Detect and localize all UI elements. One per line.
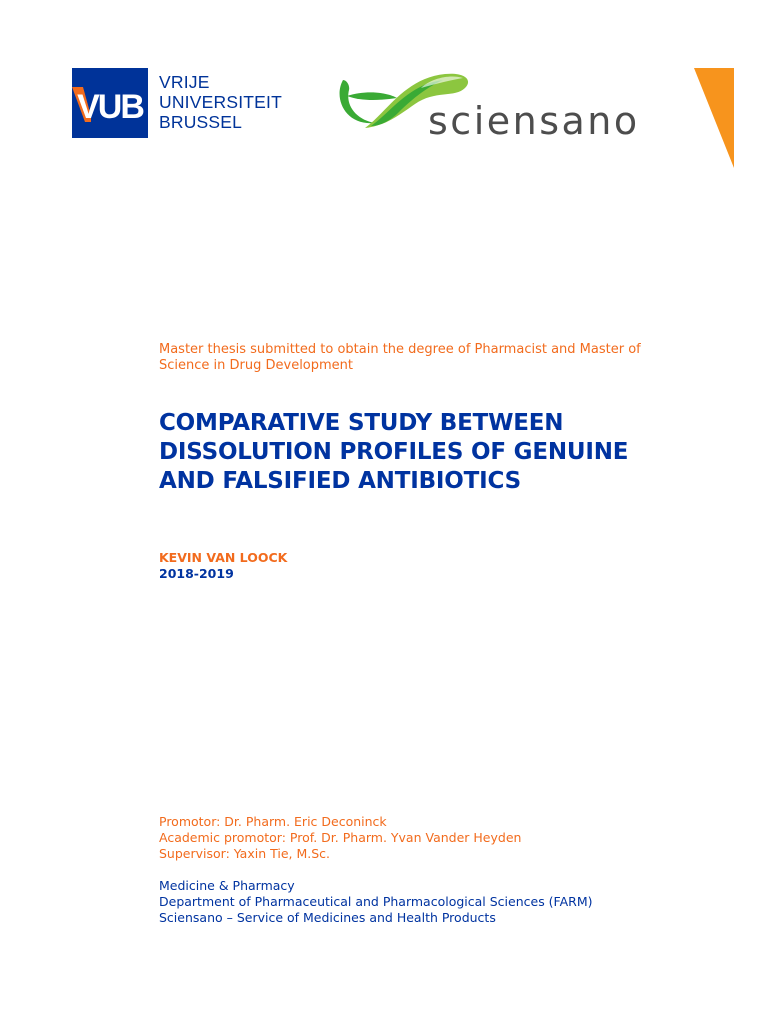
academic-promotor-line: Academic promotor: Prof. Dr. Pharm. Yvan Vander Heyden [159, 830, 522, 845]
vub-line-2: UNIVERSITEIT [159, 92, 282, 112]
sciensano-wordmark-prefix: scien [428, 99, 540, 143]
sciensano-wordmark [428, 99, 640, 143]
supervisor-line: Supervisor: Yaxin Tie, M.Sc. [159, 846, 330, 861]
promotor-line: Promotor: Dr. Pharm. Eric Deconinck [159, 814, 387, 829]
title-line-3: AND FALSIFIED ANTIBIOTICS [159, 468, 521, 494]
sciensano-wordmark-suffix: sano [539, 99, 640, 143]
faculty-line: Medicine & Pharmacy [159, 878, 295, 893]
vub-line-1: VRIJE [159, 72, 210, 92]
degree-statement: Master thesis submitted to obtain the degree of Pharmacist and Master of Science in Drug Development [159, 342, 641, 373]
service-line: Sciensano – Service of Medicines and Health Products [159, 910, 496, 925]
sciensano-logo [335, 68, 695, 144]
vub-logo [72, 68, 282, 138]
vub-line-3: BRUSSEL [159, 112, 243, 132]
vub-wordmark [159, 72, 282, 132]
orange-triangle-mark [694, 68, 734, 168]
vub-mark-text: VUB [77, 88, 143, 126]
affiliation-block [159, 878, 593, 926]
title-line-1: COMPARATIVE STUDY BETWEEN [159, 410, 564, 436]
department-line: Department of Pharmaceutical and Pharmacological Sciences (FARM) [159, 894, 593, 909]
title-line-2: DISSOLUTION PROFILES OF GENUINE [159, 439, 629, 465]
supervision-block [159, 814, 521, 862]
thesis-title [159, 409, 719, 496]
academic-year: 2018-2019 [159, 566, 234, 581]
vub-mark [72, 68, 148, 138]
author-name: KEVIN VAN LOOCK [159, 550, 288, 565]
